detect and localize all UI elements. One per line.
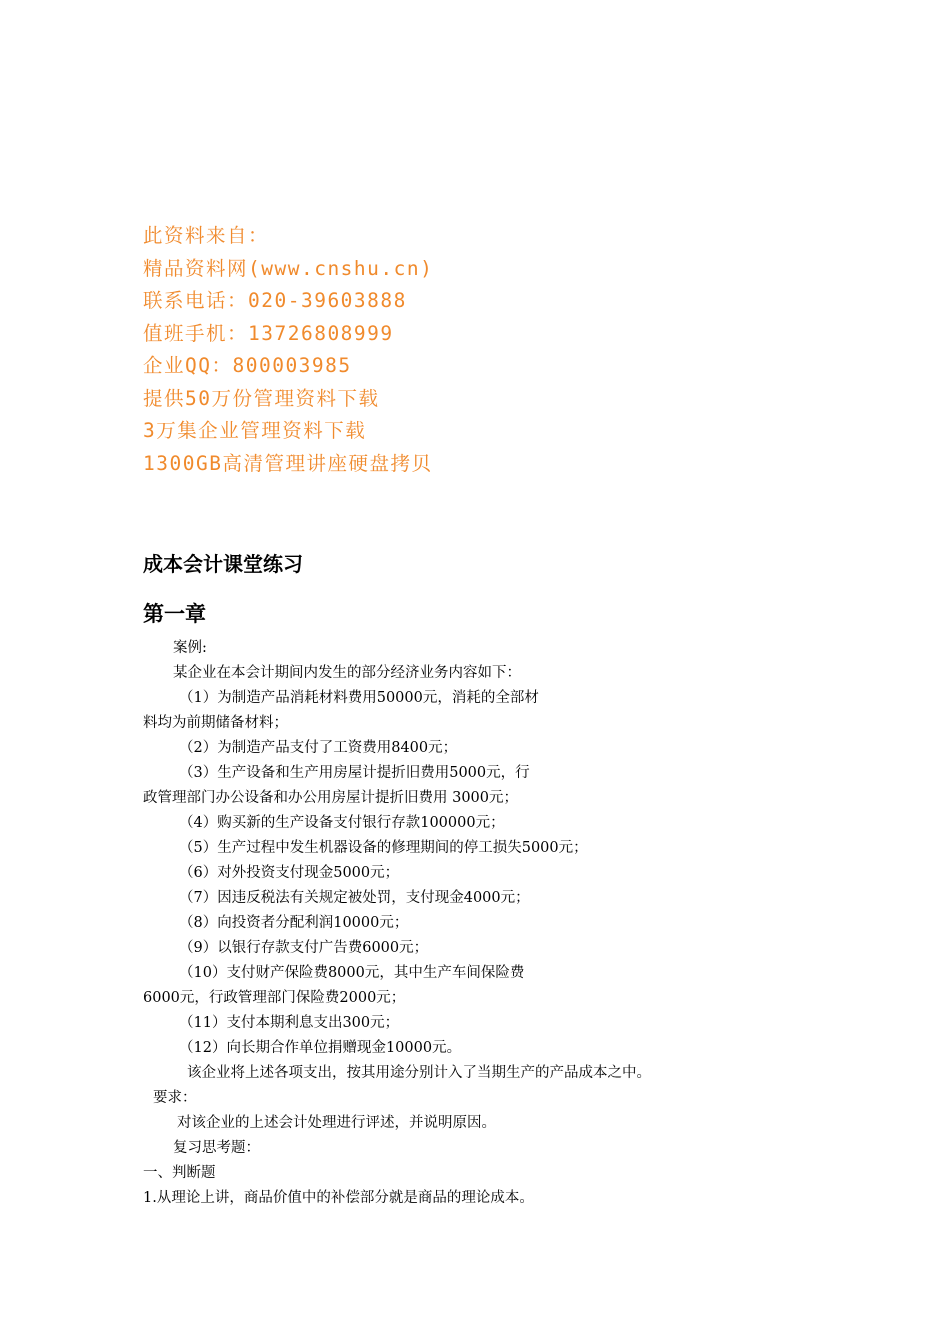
case-item-continuation: 6000元，行政管理部门保险费2000元； [143, 990, 406, 1006]
promo-line: 精品资料网(www.cnshu.cn) [143, 256, 434, 280]
case-item: （9）以银行存款支付广告费6000元； [179, 940, 429, 956]
promo-line: 1300GB高清管理讲座硬盘拷贝 [143, 451, 433, 475]
document-title: 成本会计课堂练习 [143, 552, 303, 576]
case-item: （5）生产过程中发生机器设备的修理期间的停工损失5000元； [179, 840, 588, 856]
case-summary: 该企业将上述各项支出，按其用途分别计入了当期生产的产品成本之中。 [187, 1065, 651, 1081]
case-item: （2）为制造产品支付了工资费用8400元； [179, 740, 458, 756]
question-item: 1.从理论上讲，商品价值中的补偿部分就是商品的理论成本。 [143, 1190, 534, 1206]
promo-line: 提供50万份管理资料下载 [143, 386, 380, 410]
case-intro: 某企业在本会计期间内发生的部分经济业务内容如下： [173, 665, 521, 681]
promo-line: 此资料来自： [143, 224, 270, 247]
chapter-heading: 第一章 [143, 602, 206, 626]
case-label: 案例: [173, 640, 207, 656]
document-body [143, 636, 763, 1211]
promo-line: 3万集企业管理资料下载 [143, 419, 367, 442]
case-item: （12）向长期合作单位捐赠现金10000元。 [179, 1040, 462, 1056]
case-item: （1）为制造产品消耗材料费用50000元，消耗的全部材 [179, 690, 539, 706]
review-label: 复习思考题： [173, 1140, 260, 1156]
case-item: （7）因违反税法有关规定被处罚，支付现金4000元； [179, 890, 530, 906]
case-item: （8）向投资者分配利润10000元； [179, 915, 409, 931]
requirement-label: 要求： [153, 1090, 197, 1106]
section-heading: 一、判断题 [143, 1165, 216, 1181]
case-item: （4）购买新的生产设备支付银行存款100000元； [179, 815, 505, 831]
case-item: （11）支付本期利息支出300元； [179, 1015, 400, 1031]
promo-line: 联系电话：020-39603888 [143, 289, 407, 312]
case-item: （3）生产设备和生产用房屋计提折旧费用5000元，行 [179, 765, 530, 781]
case-item: （10）支付财产保险费8000元，其中生产车间保险费 [179, 965, 525, 981]
promo-line: 值班手机：13726808999 [143, 321, 394, 345]
case-item: （6）对外投资支付现金5000元； [179, 865, 400, 881]
promo-line: 企业QQ：800003985 [143, 354, 352, 377]
case-item-continuation: 政管理部门办公设备和办公用房屋计提折旧费用 3000元； [143, 790, 519, 806]
promo-block [143, 220, 433, 480]
requirement-text: 对该企业的上述会计处理进行评述，并说明原因。 [177, 1115, 496, 1131]
case-item-continuation: 料均为前期储备材料； [143, 715, 288, 731]
